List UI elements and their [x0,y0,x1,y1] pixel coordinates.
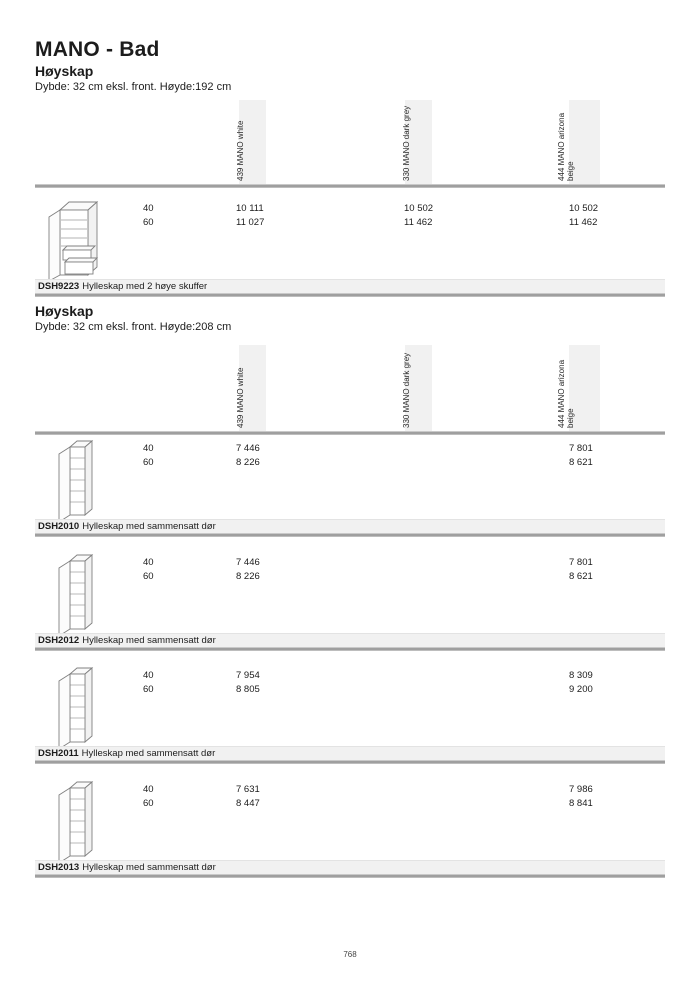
product-row-dsh2012 [0,551,700,653]
product-code: DSH2011 [38,748,79,759]
table-row [0,217,700,229]
product-code: DSH2013 [38,862,80,873]
product-description: Hylleskap med sammensatt dør [81,748,216,759]
product-description: Hylleskap med 2 høye skuffer [82,281,208,292]
price-439-white: 8 226 [236,571,260,582]
column-strip [557,100,600,184]
column-header-444-mano-arizona-beige: 444 MANO arizona beige [557,359,575,428]
separator-line [35,431,665,435]
table-row [0,457,700,469]
table-row [0,684,700,696]
column-strip [236,100,266,184]
price-330-dark-grey: 10 502 [404,203,434,214]
size-value: 40 [143,203,154,214]
product-description: Hylleskap med sammensatt dør [82,862,216,873]
price-439-white: 8 447 [236,798,260,809]
price-439-white: 7 446 [236,443,260,454]
price-439-white: 11 027 [236,217,265,228]
size-value: 40 [143,670,154,681]
product-row-dsh2010 [0,437,700,539]
separator-line [35,184,665,188]
size-value: 40 [143,784,154,795]
price-444-arizona-beige: 9 200 [569,684,593,695]
column-header-330-mano-dark-grey: 330 MANO dark grey [402,105,411,181]
column-header-439-mano-white: 439 MANO white [236,367,245,428]
product-caption [35,519,665,533]
table-row [0,670,700,682]
price-439-white: 8 226 [236,457,260,468]
column-strip [402,345,432,431]
product-caption [35,860,665,874]
group-subtitle: Høyskap [35,303,94,319]
column-strip [236,345,266,431]
table-row [0,798,700,810]
price-439-white: 7 446 [236,557,260,568]
product-row-dsh2013 [0,778,700,880]
group-subtitle: Høyskap [35,63,94,79]
product-code: DSH2010 [38,521,80,532]
product-caption [35,279,665,293]
column-strip [557,345,600,431]
size-value: 60 [143,571,154,582]
table-row [0,203,700,215]
price-439-white: 7 631 [236,784,260,795]
separator-line [35,760,665,764]
column-strip [402,100,432,184]
price-444-arizona-beige: 8 309 [569,670,593,681]
product-row-dsh2011 [0,664,700,766]
price-444-arizona-beige: 11 462 [569,217,598,228]
group-spec: Dybde: 32 cm eksl. front. Høyde:192 cm [35,81,232,93]
separator-line [35,874,665,878]
column-header-439-mano-white: 439 MANO white [236,120,245,181]
column-header-444-mano-arizona-beige: 444 MANO arizona beige [557,112,575,181]
product-code: DSH2012 [38,635,80,646]
separator-line [35,293,665,297]
size-value: 60 [143,217,154,228]
price-439-white: 10 111 [236,203,264,214]
product-caption [35,746,665,760]
size-value: 60 [143,684,154,695]
page-number: 768 [343,950,357,959]
table-row [0,557,700,569]
price-439-white: 8 805 [236,684,260,695]
table-row [0,443,700,455]
size-value: 40 [143,557,154,568]
size-value: 40 [143,443,154,454]
table-row [0,784,700,796]
product-caption [35,633,665,647]
group-spec: Dybde: 32 cm eksl. front. Høyde:208 cm [35,321,232,333]
size-value: 60 [143,457,154,468]
size-value: 60 [143,798,154,809]
price-439-white: 7 954 [236,670,260,681]
price-444-arizona-beige: 7 801 [569,557,593,568]
column-header-330-mano-dark-grey: 330 MANO dark grey [402,352,411,428]
price-444-arizona-beige: 10 502 [569,203,599,214]
price-444-arizona-beige: 7 986 [569,784,593,795]
table-row [0,571,700,583]
product-row-dsh9223 [0,197,700,299]
price-444-arizona-beige: 8 621 [569,571,593,582]
product-description: Hylleskap med sammensatt dør [82,521,216,532]
product-code: DSH9223 [38,281,80,292]
price-444-arizona-beige: 7 801 [569,443,593,454]
separator-line [35,647,665,651]
price-444-arizona-beige: 8 841 [569,798,593,809]
separator-line [35,533,665,537]
price-444-arizona-beige: 8 621 [569,457,593,468]
price-330-dark-grey: 11 462 [404,217,433,228]
page-title: MANO - Bad [35,38,160,61]
product-description: Hylleskap med sammensatt dør [82,635,216,646]
